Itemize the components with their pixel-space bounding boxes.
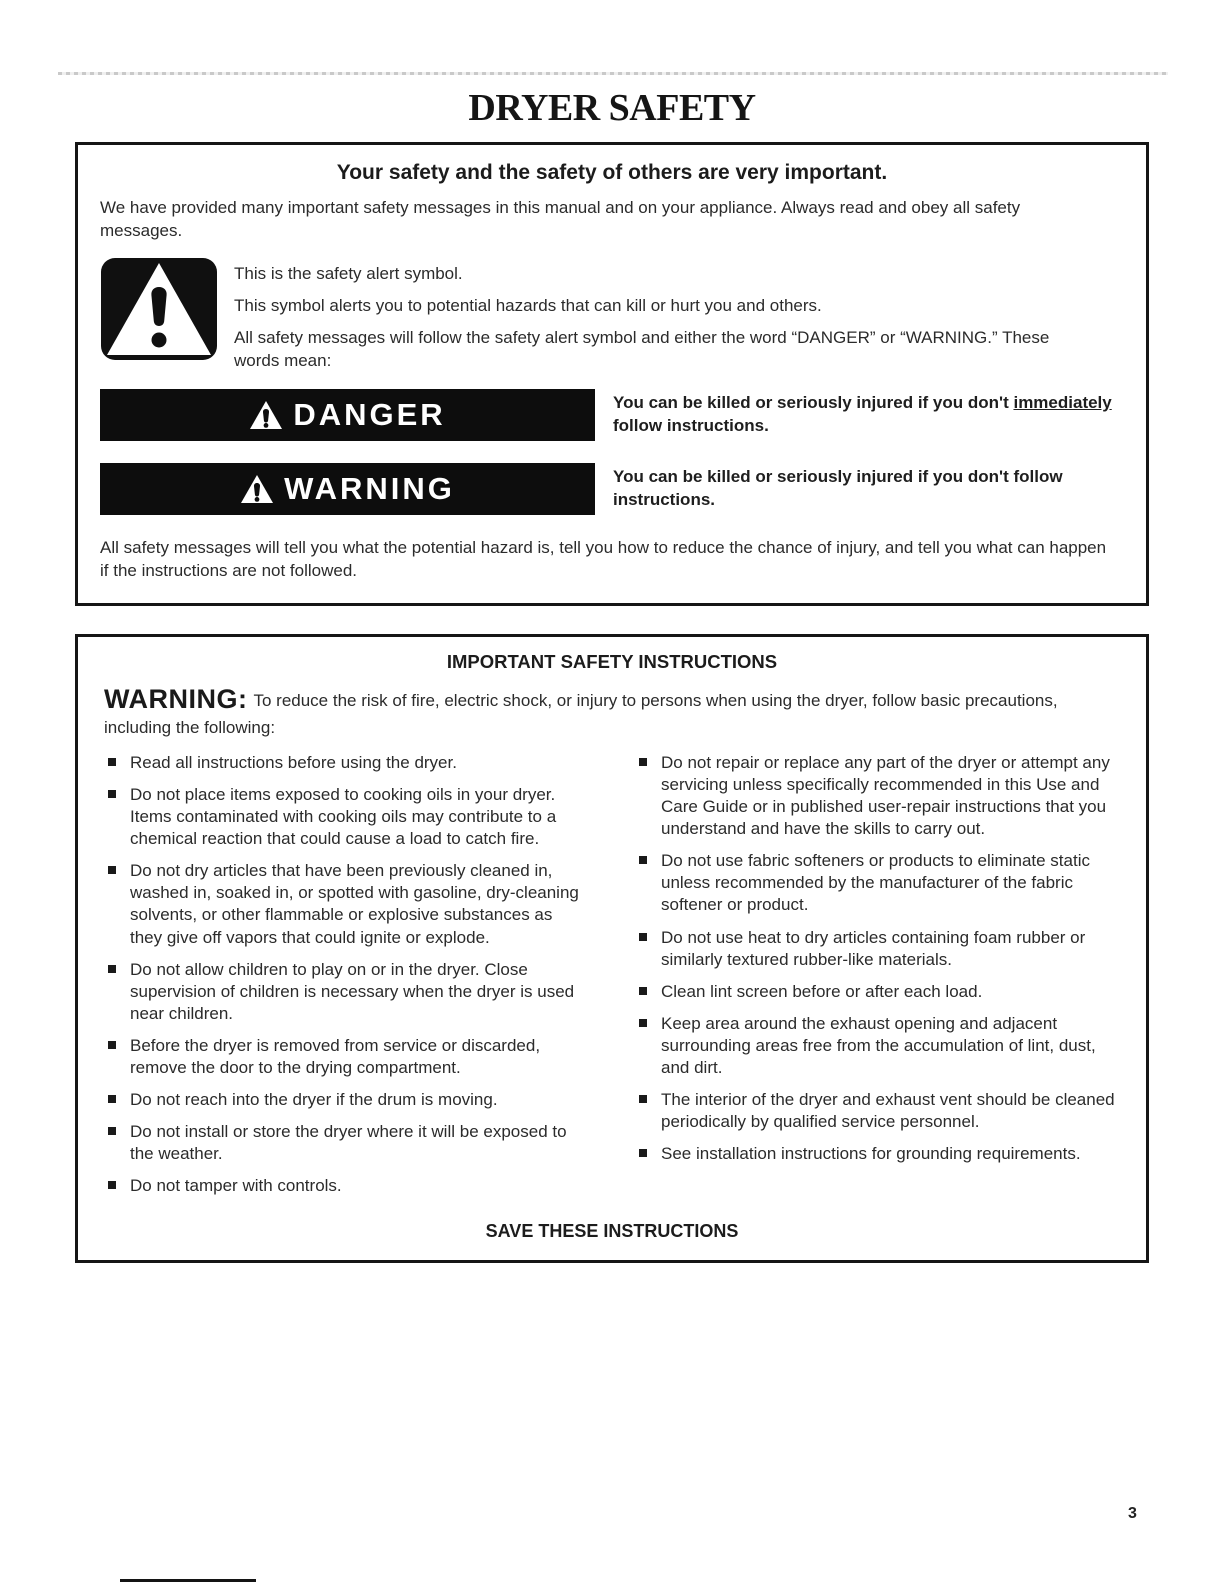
safety-instruction-item	[104, 860, 589, 948]
warning-inline-text: To reduce the risk of fire, electric shock, or injury to persons when using the dryer, follow basic precautions, including the following:	[104, 690, 1058, 737]
danger-desc-prefix: You can be killed or seriously injured if you don't	[613, 392, 1014, 412]
bullet-icon	[639, 1095, 647, 1103]
bullet-icon	[639, 758, 647, 766]
safety-instruction-item	[104, 752, 589, 774]
instruction-text: Before the dryer is removed from service or discarded, remove the door to the drying compartment.	[130, 1035, 541, 1077]
bullet-icon	[108, 758, 116, 766]
bullet-icon	[108, 965, 116, 973]
instruction-text: Do not reach into the dryer if the drum is moving.	[130, 1090, 498, 1110]
bullet-icon	[108, 866, 116, 874]
warning-description: You can be killed or seriously injured if you don't follow instructions.	[613, 466, 1063, 509]
alert-symbol-row	[100, 257, 1124, 373]
bullet-icon	[639, 1019, 647, 1027]
danger-desc-suffix: follow instructions.	[613, 415, 769, 435]
warning-row	[100, 463, 1124, 515]
instruction-text: Read all instructions before using the dryer.	[130, 752, 457, 772]
page-number: 3	[1128, 1505, 1137, 1522]
instruction-text: Do not dry articles that have been previously cleaned in, washed in, soaked in, or spotted with gasoline, dry-cleaning solvents, or other flammable or explosive substances as they give off vapors that could ignite or explode.	[130, 861, 579, 947]
top-scan-line	[58, 72, 1168, 75]
bullet-icon	[639, 856, 647, 864]
safety-instruction-item	[104, 959, 589, 1025]
danger-label: DANGER	[293, 396, 446, 432]
bullet-icon	[108, 1181, 116, 1189]
alert-line: All safety messages will follow the safety alert symbol and either the word “DANGER” or “WARNING.” These words mean:	[234, 327, 1050, 370]
instruction-text: Clean lint screen before or after each load.	[661, 981, 983, 1001]
instructions-right-column	[635, 752, 1120, 1208]
page-title: DRYER SAFETY	[468, 87, 756, 129]
danger-description	[613, 392, 1124, 438]
instruction-text: Keep area around the exhaust opening and adjacent surrounding areas free from the accumulation of lint, dust, and dirt.	[661, 1013, 1096, 1077]
instruction-text: Do not install or store the dryer where it will be exposed to the weather.	[130, 1122, 567, 1164]
safety-box-heading: Your safety and the safety of others are very important.	[336, 161, 888, 184]
instruction-text: See installation instructions for grounding requirements.	[661, 1144, 1081, 1164]
danger-desc-underlined: immediately	[1013, 392, 1112, 412]
alert-symbol-text	[234, 257, 1074, 373]
warning-statement	[104, 681, 1120, 740]
safety-overview-box	[75, 142, 1149, 606]
bullet-icon	[108, 790, 116, 798]
safety-instruction-item	[104, 1089, 589, 1111]
safety-alert-icon	[100, 257, 218, 361]
warning-triangle-icon	[240, 474, 274, 504]
important-instructions-box	[75, 634, 1149, 1264]
safety-instruction-item	[104, 1121, 589, 1165]
instruction-text: Do not allow children to play on or in the dryer. Close supervision of children is necessary when the dryer is used near children.	[130, 959, 575, 1023]
bullet-icon	[108, 1095, 116, 1103]
bullet-icon	[639, 987, 647, 995]
safety-outro-paragraph: All safety messages will tell you what the potential hazard is, tell you how to reduce the chance of injury, and tell you what can happen if the instructions are not followed.	[100, 537, 1107, 580]
safety-instruction-item	[635, 1143, 1120, 1165]
instruction-text: Do not use heat to dry articles containing foam rubber or similarly textured rubber-like materials.	[661, 927, 1086, 969]
instruction-text: Do not use fabric softeners or products to eliminate static unless recommended by the manufacturer of the fabric softener or product.	[661, 851, 1090, 915]
alert-line: This is the safety alert symbol.	[234, 263, 463, 283]
bullet-icon	[639, 933, 647, 941]
warning-label: WARNING	[284, 470, 455, 506]
instruction-text: Do not repair or replace any part of the dryer or attempt any servicing unless specifically recommended in this Use and Care Guide or in published user-repair instructions that you understand and have the skills to carry out.	[661, 752, 1110, 839]
bullet-icon	[639, 1149, 647, 1157]
safety-instruction-item	[635, 1013, 1120, 1079]
safety-instruction-item	[635, 752, 1120, 840]
bullet-icon	[108, 1041, 116, 1049]
alert-line: This symbol alerts you to potential hazards that can kill or hurt you and others.	[234, 295, 822, 315]
safety-instruction-item	[635, 981, 1120, 1003]
warning-triangle-icon	[249, 400, 283, 430]
safety-instruction-item	[104, 784, 589, 850]
instruction-text: Do not place items exposed to cooking oils in your dryer. Items contaminated with cooking oils may contribute to a chemical reaction that could cause a load to catch fire.	[130, 784, 557, 849]
safety-instruction-item	[635, 850, 1120, 916]
instructions-columns	[104, 752, 1120, 1208]
safety-intro-paragraph: We have provided many important safety messages in this manual and on your appliance. Always read and obey all safety messages.	[100, 198, 1021, 240]
warning-inline-label: WARNING:	[104, 683, 248, 714]
danger-row	[100, 389, 1124, 441]
safety-instruction-item	[104, 1035, 589, 1079]
save-instructions-footer: SAVE THESE INSTRUCTIONS	[485, 1221, 739, 1242]
bullet-icon	[108, 1127, 116, 1135]
safety-instruction-item	[635, 1089, 1120, 1133]
bottom-mark	[120, 1579, 256, 1582]
warning-bar	[100, 463, 595, 515]
safety-instruction-item	[635, 927, 1120, 971]
instruction-text: The interior of the dryer and exhaust vent should be cleaned periodically by qualified service personnel.	[661, 1090, 1115, 1132]
instructions-heading: IMPORTANT SAFETY INSTRUCTIONS	[446, 650, 778, 672]
instructions-left-column	[104, 752, 589, 1208]
instruction-text: Do not tamper with controls.	[130, 1176, 342, 1196]
danger-bar	[100, 389, 595, 441]
safety-instruction-item	[104, 1175, 589, 1197]
